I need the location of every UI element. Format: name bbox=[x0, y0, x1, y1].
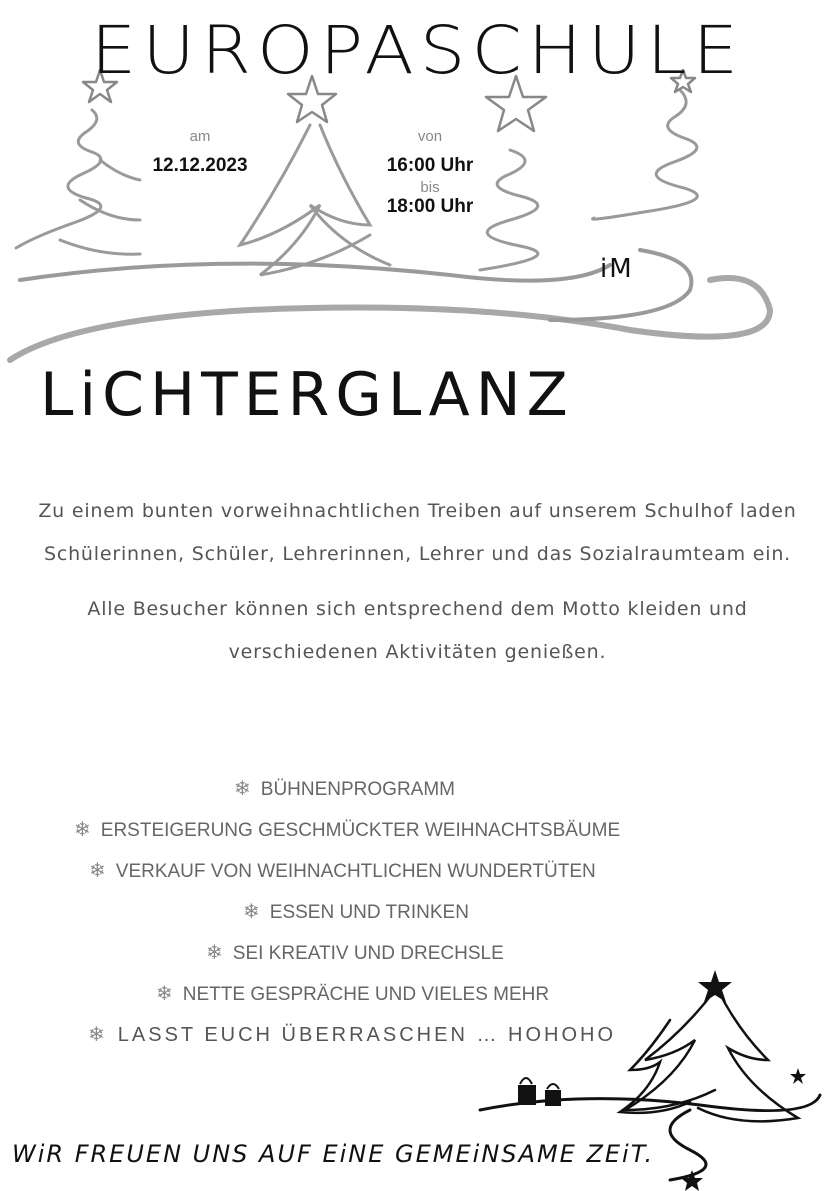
list-item bbox=[243, 899, 469, 924]
time-to-value: 18:00 Uhr bbox=[386, 196, 474, 217]
list-item bbox=[89, 858, 596, 883]
list-item-label: NETTE GESPRÄCHE UND VIELES MEHR bbox=[182, 984, 550, 1005]
snowflake-icon: ❄ bbox=[243, 901, 260, 923]
intro-paragraph: Alle Besucher können sich entsprechend dem Motto kleiden und verschiedenen Aktivitäten genießen. bbox=[87, 598, 748, 663]
list-item bbox=[74, 817, 620, 842]
snowflake-icon: ❄ bbox=[74, 819, 91, 841]
snowflake-icon: ❄ bbox=[206, 942, 223, 964]
intro-text bbox=[20, 490, 815, 686]
list-item bbox=[234, 776, 455, 801]
page-title: EUROPASCHULE bbox=[90, 11, 745, 89]
list-item-label: BÜHNENPROGRAMM bbox=[260, 779, 455, 800]
snowflake-icon: ❄ bbox=[156, 983, 173, 1005]
time-block bbox=[360, 128, 500, 218]
snowflake-icon: ❄ bbox=[88, 1024, 108, 1046]
list-item-label: SEI KREATIV UND DRECHSLE bbox=[232, 943, 504, 964]
snowflake-icon: ❄ bbox=[89, 860, 106, 882]
time-from-value: 16:00 Uhr bbox=[386, 155, 474, 176]
closing-message: WiR FREUEN UNS AUF EiNE GEMEiNSAME ZEiT. bbox=[12, 1140, 655, 1168]
list-item-label: LASST EUCH ÜBERRASCHEN … HOHOHO bbox=[117, 1024, 617, 1046]
connector-word: iM bbox=[600, 254, 634, 284]
time-bis-label: bis bbox=[420, 179, 440, 196]
time-from-label: von bbox=[417, 128, 443, 145]
date-label: am bbox=[189, 128, 211, 145]
date-block bbox=[130, 128, 270, 177]
list-item-label: ESSEN UND TRINKEN bbox=[269, 902, 469, 923]
intro-paragraph: Zu einem bunten vorweihnachtlichen Treiben auf unserem Schulhof laden Schülerinnen, Schüler, Lehrerinnen, Lehrer und das Sozialraumteam ein. bbox=[38, 500, 797, 565]
list-item-label: VERKAUF VON WEIHNACHTLICHEN WUNDERTÜTEN bbox=[115, 861, 596, 882]
event-subtitle: LiCHTERGLANZ bbox=[40, 360, 574, 430]
date-value: 12.12.2023 bbox=[152, 155, 248, 176]
snowflake-icon: ❄ bbox=[234, 778, 251, 800]
list-item-label: ERSTEIGERUNG GESCHMÜCKTER WEIHNACHTSBÄUME bbox=[100, 820, 621, 841]
